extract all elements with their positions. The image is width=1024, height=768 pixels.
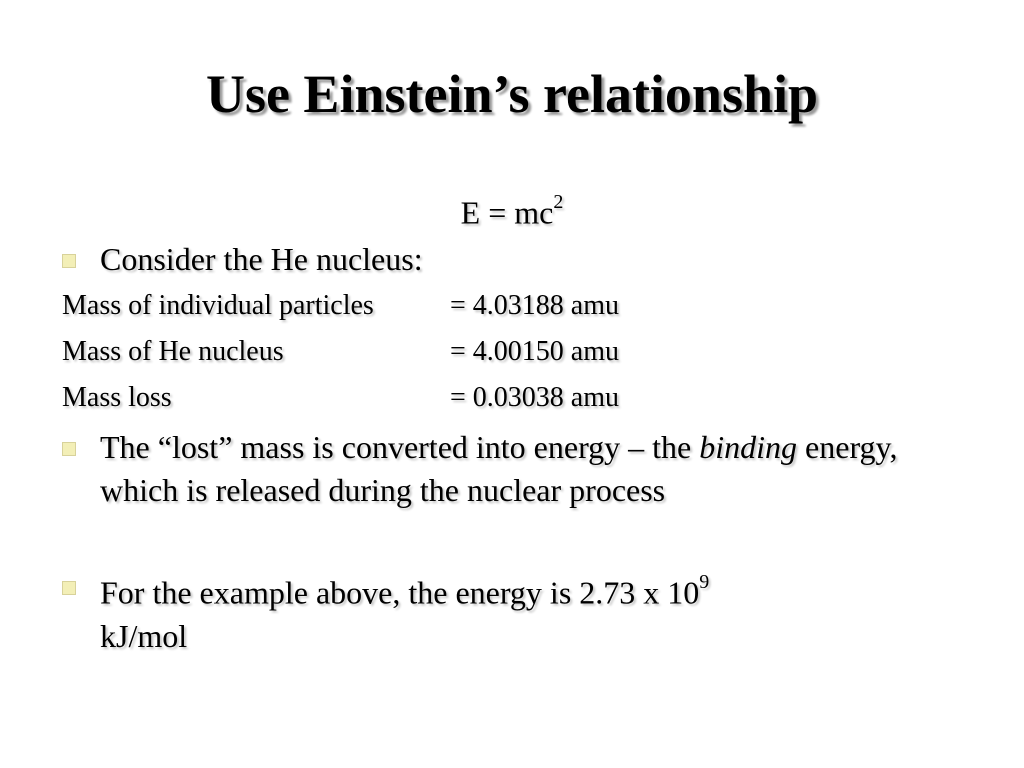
equation-exponent: 2 xyxy=(553,191,564,213)
mass-value: = 4.00150 amu xyxy=(450,336,619,367)
bullet-marker-icon xyxy=(62,254,76,268)
bullet-energy-example xyxy=(62,565,962,658)
bullet-binding-energy xyxy=(62,426,962,512)
mass-label: Mass loss xyxy=(62,382,172,413)
bullet-marker-icon xyxy=(62,442,76,456)
bullet-text: Consider the He nucleus: xyxy=(100,241,423,277)
bullet-marker-icon xyxy=(62,581,76,595)
mass-value: = 4.03188 amu xyxy=(450,290,619,321)
bullet-text-part: energy, which is released during the nuclear process xyxy=(100,429,898,508)
slide-title: Use Einstein’s relationship xyxy=(205,64,819,124)
mass-label: Mass of He nucleus xyxy=(62,336,284,367)
bullet-text xyxy=(100,565,962,658)
equation xyxy=(0,186,1024,233)
bullet-text-part: For the example above, the energy is 2.73 x 10 xyxy=(100,574,700,611)
bullet-text-part: kJ/mol xyxy=(100,617,188,654)
mass-value: = 0.03038 amu xyxy=(450,382,619,413)
mass-label: Mass of individual particles xyxy=(62,290,374,321)
bullet-text-exponent: 9 xyxy=(699,571,710,593)
bullet-text-italic: binding xyxy=(699,429,798,465)
bullet-text xyxy=(100,426,962,512)
equation-base: E = mc xyxy=(460,194,554,231)
bullet-text-part: The “lost” mass is converted into energy – the xyxy=(100,429,700,465)
bullet-he-nucleus xyxy=(62,238,962,281)
